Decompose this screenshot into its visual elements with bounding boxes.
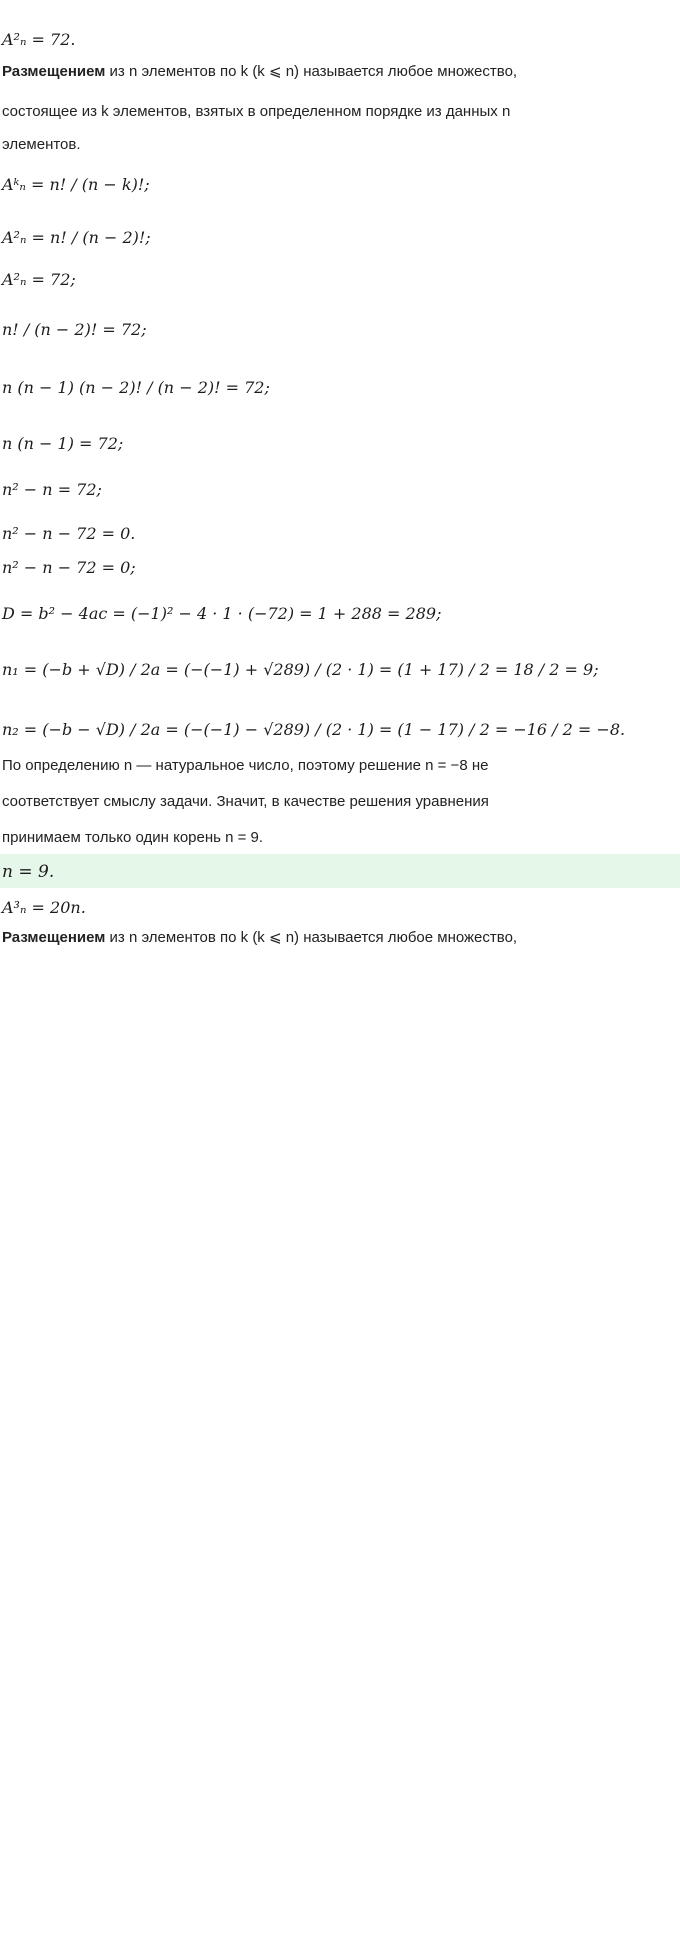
- definition-line-3: элементов.: [2, 136, 81, 153]
- conclusion-line-2: соответствует смыслу задачи. Значит, в качестве решения уравнения: [2, 793, 489, 810]
- conclusion-line-1: По определению n — натуральное число, поэтому решение n = −8 не: [2, 757, 489, 774]
- root-2: n₂ = (−b − √D) / 2a = (−(−1) − √289) / (2 · 1) = (1 − 17) / 2 = −16 / 2 = −8.: [2, 720, 626, 739]
- equation-step: n² − n = 72;: [2, 480, 102, 499]
- definition-line-1: [2, 62, 517, 82]
- equation-step: n (n − 1) (n − 2)! / (n − 2)! = 72;: [2, 378, 270, 397]
- definition-text: из n элементов по k (k ⩽ n) называется любое множество,: [105, 929, 518, 946]
- given-equation-2: A³ₙ = 20n.: [2, 898, 86, 917]
- definition-text: из n элементов по k (k ⩽ n) называется любое множество,: [105, 63, 518, 80]
- definition-line-2: состоящее из k элементов, взятых в определенном порядке из данных n: [2, 103, 511, 120]
- equation-step: n! / (n − 2)! = 72;: [2, 320, 147, 339]
- definition-line-1: [2, 928, 517, 948]
- definition-term: Размещением: [2, 929, 106, 946]
- equation-step: n (n − 1) = 72;: [2, 434, 124, 453]
- root-1: n₁ = (−b + √D) / 2a = (−(−1) + √289) / (2 · 1) = (1 + 17) / 2 = 18 / 2 = 9;: [2, 660, 599, 679]
- formula-specific: A²ₙ = n! / (n − 2)!;: [2, 228, 151, 247]
- answer-band: [0, 854, 680, 888]
- equation-step: n² − n − 72 = 0.: [2, 524, 136, 543]
- definition-term: Размещением: [2, 63, 106, 80]
- conclusion-line-3: принимаем только один корень n = 9.: [2, 829, 264, 846]
- equation-step: n² − n − 72 = 0;: [2, 558, 136, 577]
- given-equation-1: A²ₙ = 72.: [2, 30, 76, 49]
- answer: n = 9.: [2, 862, 55, 882]
- discriminant: D = b² − 4ac = (−1)² − 4 · 1 · (−72) = 1 + 288 = 289;: [2, 604, 442, 623]
- formula-general: Aᵏₙ = n! / (n − k)!;: [2, 175, 150, 194]
- equation-step: A²ₙ = 72;: [2, 270, 76, 289]
